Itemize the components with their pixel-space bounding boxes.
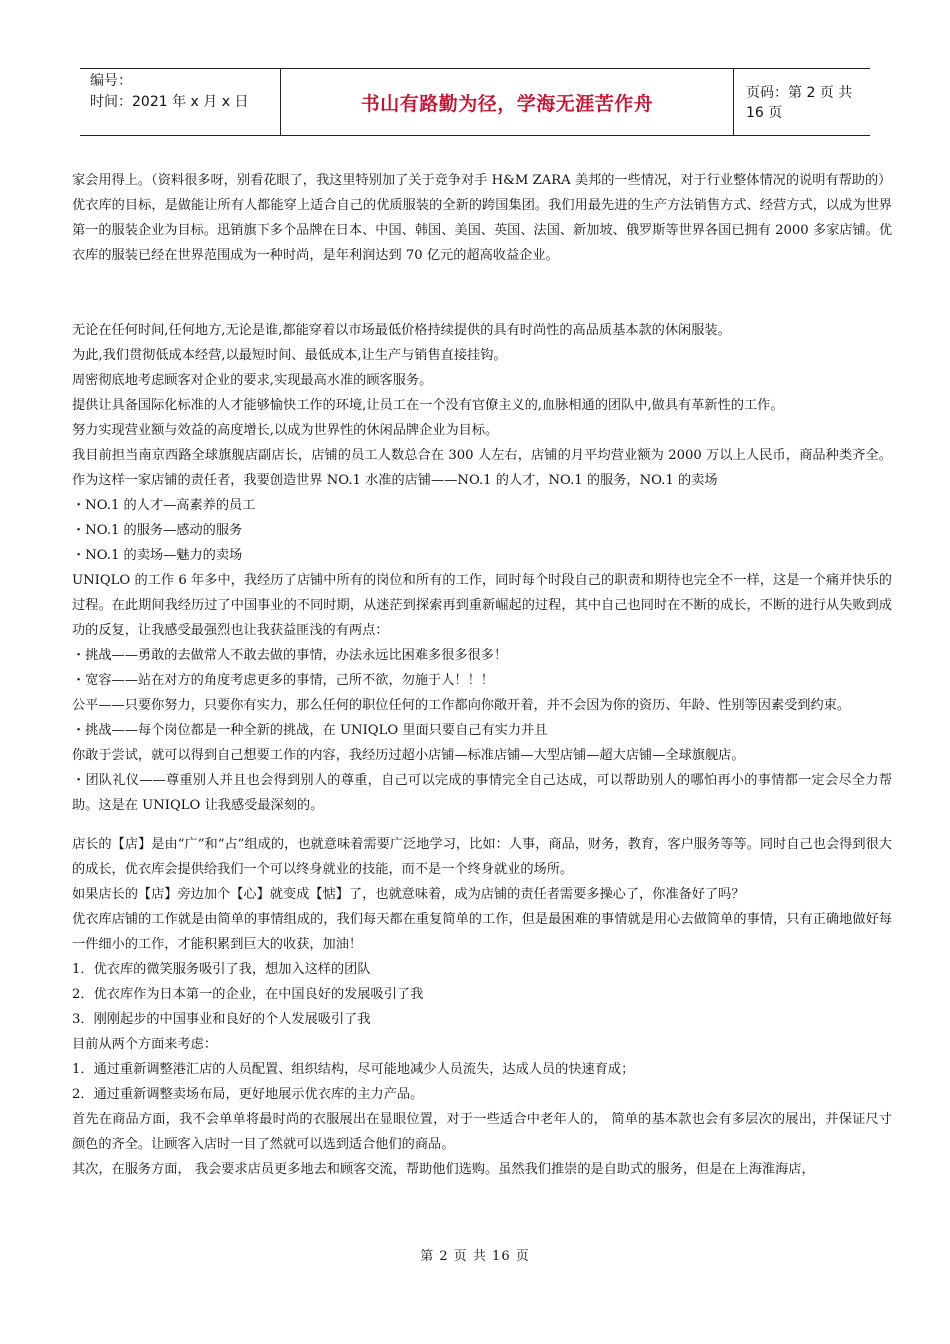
list-item: ・NO.1 的人才—高素养的员工 [72,498,256,513]
paragraph: 目前从两个方面来考虑： [72,1037,218,1052]
blank-gap [72,818,892,832]
paragraph: 店长的【店】是由“广”和“占”组成的，也就意味着需要广泛地学习，比如：人事，商品，财务，教育，客户服务等等。同时自己也会得到很大的成长，优衣库会提供给我们一个可以终身就业的技能，而不是一个终身就业的场所。 [72,837,892,877]
paragraph: UNIQLO 的工作 6 年多中，我经历了店铺中所有的岗位和所有的工作，同时每个时段自己的职责和期待也完全不一样，这是一个痛并快乐的过程。在此期间我经历过了中国事业的不同时期，从迷茫到探索再到重新崛起的过程，其中自己也同时在不断的成长，不断的进行从失败到成功的反复，让我感受最强烈也让我获益匪浅的有两点： [72,573,892,638]
header-time-label: 时间：2021 年 x 月 x 日 [90,94,249,110]
paragraph: 周密彻底地考虑顾客对企业的要求,实现最高水准的顾客服务。 [72,373,433,388]
header-page-code: 页码：第 2 页 共 16 页 [746,85,853,121]
list-item: 3．刚刚起步的中国事业和良好的个人发展吸引了我 [72,1012,371,1027]
list-item: 1．优衣库的微笑服务吸引了我，想加入这样的团队 [72,962,371,977]
list-item: 2．优衣库作为日本第一的企业，在中国良好的发展吸引了我 [72,987,424,1002]
list-item: ・挑战——每个岗位都是一种全新的挑战，在 UNIQLO 里面只要自己有实力并且 [72,723,548,738]
document-body [72,168,892,1182]
paragraph: 优衣库店铺的工作就是由简单的事情组成的，我们每天都在重复简单的工作，但是最困难的事情就是用心去做简单的事情，只有正确地做好每一件细小的工作，才能积累到巨大的收获，加油！ [72,912,892,952]
header-motto: 书山有路勤为径，学海无涯苦作舟 [281,69,734,135]
list-item: 2．通过重新调整卖场布局，更好地展示优衣库的主力产品。 [72,1087,424,1102]
paragraph: 为此,我们贯彻低成本经营,以最短时间、最低成本,让生产与销售直接挂钩。 [72,348,507,363]
paragraph: 无论在任何时间,任何地方,无论是谁,都能穿着以市场最低价格持续提供的具有时尚性的高品质基本款的休闲服装。 [72,323,731,338]
list-item: ・NO.1 的卖场—魅力的卖场 [72,548,243,563]
list-item: ・宽容——站在对方的角度考虑更多的事情，己所不欲，勿施于人！！！ [72,673,494,688]
blank-gap [72,268,892,318]
header-meta-cell [80,69,281,135]
paragraph: 提供让具备国际化标准的人才能够愉快工作的环境,让员工在一个没有官僚主义的,血脉相通的团队中,做具有革新性的工作。 [72,398,784,413]
list-item: ・挑战——勇敢的去做常人不敢去做的事情，办法永远比困难多很多很多！ [72,648,508,663]
paragraph: 你敢于尝试，就可以得到自己想要工作的内容，我经历过超小店铺—标准店铺—大型店铺—超大店铺—全球旗舰店。 [72,748,745,763]
paragraph: 努力实现营业额与效益的高度增长,以成为世界性的休闲品牌企业为目标。 [72,423,499,438]
paragraph: 首先在商品方面，我不会单单将最时尚的衣服展出在显眼位置，对于一些适合中老年人的， 简单的基本款也会有多层次的展出，并保证尺寸颜色的齐全。让顾客入店时一目了然就可以选到适合他们的商品。 [72,1112,892,1152]
list-item: ・NO.1 的服务—感动的服务 [72,523,243,538]
header-number-label: 编号： [90,73,132,89]
paragraph: 公平——只要你努力，只要你有实力，那么任何的职位任何的工作都向你敞开着，并不会因为你的资历、年龄、性别等因素受到约束。 [72,698,851,713]
list-item: 1．通过重新调整港汇店的人员配置、组织结构，尽可能地减少人员流失，达成人员的快速育成； [72,1062,635,1077]
paragraph: 我目前担当南京西路全球旗舰店副店长，店铺的员工人数总合在 300 人左右，店铺的月平均营业额为 2000 万以上人民币，商品种类齐全。作为这样一家店铺的责任者，我要创造世界 NO.1 水准的店铺——NO.1 的人才，NO.1 的服务，NO.1 的卖场 [72,448,892,488]
list-item: ・团队礼仪——尊重别人并且也会得到别人的尊重，自己可以完成的事情完全自己达成，可以帮助别人的哪怕再小的事情都一定会尽全力帮助。这是在 UNIQLO 让我感受最深刻的。 [72,773,892,813]
paragraph: 家会用得上。（资料很多呀，别看花眼了，我这里特别加了关于竞争对手 H&M ZARA 美邦的一些情况，对于行业整体情况的说明有帮助的） [72,173,892,188]
document-header [80,68,870,136]
page-footer: 第 2 页 共 16 页 [420,1249,530,1264]
paragraph: 如果店长的【店】旁边加个【心】就变成【惦】了，也就意味着，成为店铺的责任者需要多操心了，你准备好了吗？ [72,887,745,902]
paragraph: 优衣库的目标，是做能让所有人都能穿上适合自己的优质服装的全新的跨国集团。我们用最先进的生产方法销售方式、经营方式，以成为世界第一的服装企业为目标。迅销旗下多个品牌在日本、中国、韩国、美国、英国、法国、新加坡、俄罗斯等世界各国已拥有 2000 多家店铺。优衣库的服装已经在世界范围成为一种时尚，是年利润达到 70 亿元的超高收益企业。 [72,198,893,263]
paragraph: 其次，在服务方面， 我会要求店员更多地去和顾客交流，帮助他们选购。虽然我们推崇的是自助式的服务，但是在上海淮海店， [72,1162,815,1177]
